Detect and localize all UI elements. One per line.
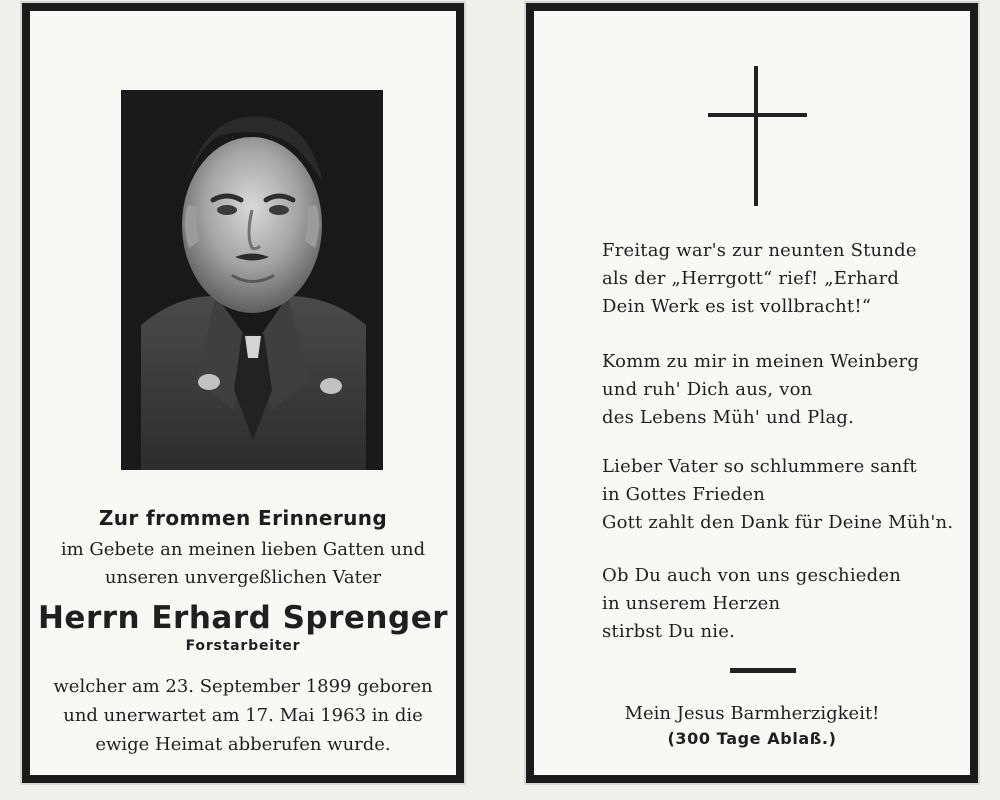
verse-4-line-2: in unserem Herzen [602,593,781,614]
verse-3-line-1: Lieber Vater so schlummere sanft [602,456,917,477]
memory-title: Zur frommen Erinnerung [98,506,388,530]
verse-1-line-3: Dein Werk es ist vollbracht!“ [602,296,872,317]
verse-2-line-3: des Lebens Müh' und Plag. [602,407,855,428]
verse-block-1 [602,237,962,321]
divider-line [730,668,796,673]
cross-vertical-bar [754,66,758,206]
prayer-line-1: im Gebete an meinen lieben Gatten und [60,539,426,560]
verse-1-line-1: Freitag war's zur neunten Stunde [602,240,917,261]
verse-3-line-2: in Gottes Frieden [602,484,766,505]
occupation: Forstarbeiter [185,638,301,654]
verse-3-line-3: Gott zahlt den Dank für Deine Müh'n. [602,512,954,533]
verse-block-3 [602,453,962,537]
cross-icon [708,66,807,206]
verse-1-line-2: als der „Herrgott“ rief! „Erhard [602,268,900,289]
life-dates-line-1: welcher am 23. September 1899 geboren [53,676,433,697]
prayer-line-2: unseren unvergeßlichen Vater [104,567,382,588]
cross-horizontal-bar [708,113,807,117]
closing-prayer: Mein Jesus Barmherzigkeit! [624,703,880,724]
portrait-photo [121,90,383,470]
memorial-card-left [22,3,464,783]
verse-block-4 [602,562,962,646]
verse-4-line-3: stirbst Du nie. [602,621,736,642]
deceased-name: Herrn Erhard Sprenger [37,600,449,636]
verse-block-2 [602,348,962,432]
verse-2-line-1: Komm zu mir in meinen Weinberg [602,351,920,372]
indulgence-note: (300 Tage Ablaß.) [667,729,837,748]
life-dates-line-2: und unerwartet am 17. Mai 1963 in die [63,705,423,726]
memorial-card-right [526,3,978,783]
verse-2-line-2: und ruh' Dich aus, von [602,379,813,400]
life-dates-line-3: ewige Heimat abberufen wurde. [95,734,391,755]
verse-4-line-1: Ob Du auch von uns geschieden [602,565,901,586]
